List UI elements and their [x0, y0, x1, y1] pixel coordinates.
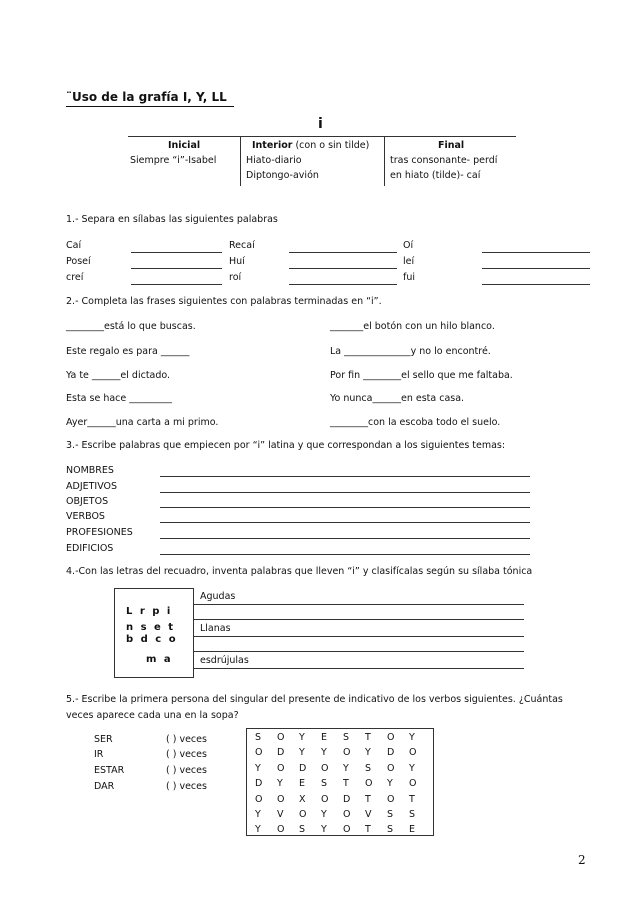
- grid-letter[interactable]: O: [409, 778, 417, 790]
- column-header-interior: [252, 140, 369, 151]
- page-number: 2: [578, 853, 586, 867]
- grid-letter[interactable]: S: [409, 809, 416, 820]
- grid-letter[interactable]: Y: [343, 762, 349, 774]
- answer-line[interactable]: [194, 619, 524, 620]
- grid-letter[interactable]: O: [277, 824, 285, 836]
- grid-letter[interactable]: O: [277, 762, 285, 774]
- exercise-2-title: 2.- Completa las frases siguientes con palabras terminadas en “i”.: [66, 296, 382, 307]
- exercise-4-title: 4.-Con las letras del recuadro, inventa palabras que lleven “i” y clasifícalas según su sílaba tónica: [66, 566, 533, 577]
- interior-label: Interior: [252, 140, 293, 151]
- sentence[interactable]: ________está lo que buscas.: [66, 321, 196, 332]
- table-divider-1: [240, 136, 241, 186]
- grid-letter[interactable]: T: [409, 793, 415, 805]
- verb-label: ESTAR: [94, 765, 125, 776]
- grid-letter[interactable]: E: [299, 778, 306, 790]
- grid-letter[interactable]: O: [387, 762, 395, 774]
- verb-label: IR: [94, 749, 104, 760]
- grid-letter[interactable]: S: [387, 809, 394, 820]
- grid-letter[interactable]: D: [387, 747, 395, 759]
- sentence[interactable]: Esta se hace _________: [66, 393, 173, 404]
- answer-line[interactable]: [194, 668, 524, 669]
- topic-label: VERBOS: [66, 511, 105, 522]
- topic-label: ADJETIVOS: [66, 481, 118, 492]
- answer-line[interactable]: [160, 538, 530, 539]
- grid-letter[interactable]: O: [321, 762, 329, 774]
- grid-letter[interactable]: S: [365, 762, 372, 774]
- answer-line[interactable]: [289, 252, 397, 253]
- grid-letter[interactable]: S: [299, 824, 306, 836]
- grid-letter[interactable]: D: [255, 778, 263, 790]
- column-header-inicial: Inicial: [168, 140, 201, 151]
- table-cell: Hiato-diario: [246, 155, 302, 166]
- grid-letter[interactable]: O: [343, 824, 351, 836]
- veces-field[interactable]: ( ) veces: [166, 781, 207, 792]
- table-top-line: [128, 136, 516, 137]
- grid-letter[interactable]: X: [299, 793, 306, 805]
- grid-letter[interactable]: T: [343, 778, 349, 790]
- grid-letter[interactable]: Y: [387, 778, 393, 790]
- grid-letter[interactable]: Y: [409, 762, 415, 774]
- answer-line[interactable]: [194, 651, 524, 652]
- grid-letter[interactable]: O: [255, 747, 263, 759]
- verb-label: DAR: [94, 781, 115, 792]
- exercise-1-title: 1.- Separa en sílabas las siguientes palabras: [66, 214, 278, 225]
- topic-label: PROFESIONES: [66, 527, 133, 538]
- table-cell: en hiato (tilde)- caí: [390, 170, 481, 181]
- grid-letter[interactable]: D: [343, 793, 351, 805]
- sentence[interactable]: _______el botón con un hilo blanco.: [330, 321, 495, 332]
- grid-letter[interactable]: S: [321, 778, 328, 790]
- grid-letter[interactable]: E: [321, 732, 328, 743]
- answer-line[interactable]: [194, 604, 524, 605]
- grid-letter[interactable]: E: [409, 824, 416, 836]
- word: roí: [229, 272, 242, 283]
- grid-letter[interactable]: Y: [299, 732, 305, 743]
- word: leí: [403, 256, 415, 267]
- grid-letter[interactable]: O: [343, 809, 351, 820]
- page-title: ¨Uso de la grafía I, Y, LL: [66, 90, 227, 104]
- grid-letter[interactable]: S: [387, 824, 394, 836]
- answer-line[interactable]: [482, 284, 590, 285]
- grid-letter[interactable]: S: [343, 732, 350, 743]
- sentence[interactable]: ________con la escoba todo el suelo.: [330, 417, 501, 428]
- veces-field[interactable]: ( ) veces: [166, 765, 207, 776]
- answer-line[interactable]: [160, 492, 530, 493]
- word: Poseí: [66, 256, 91, 267]
- grid-letter[interactable]: D: [299, 762, 307, 774]
- sentence[interactable]: La ______________y no lo encontré.: [330, 346, 491, 357]
- exercise-5-title-line1: 5.- Escribe la primera persona del singular del presente de indicativo de los verbos siguientes. ¿Cuántas: [66, 694, 563, 705]
- grid-letter[interactable]: O: [365, 778, 373, 790]
- grid-letter[interactable]: T: [365, 732, 371, 743]
- word: fui: [403, 272, 416, 283]
- grid-letter[interactable]: D: [277, 747, 285, 759]
- answer-line[interactable]: [160, 554, 530, 555]
- grid-letter[interactable]: O: [321, 793, 329, 805]
- answer-line[interactable]: [131, 252, 222, 253]
- letters-row: b d c o: [126, 634, 178, 645]
- category-label: Agudas: [200, 591, 236, 602]
- veces-field[interactable]: ( ) veces: [166, 734, 207, 745]
- answer-line[interactable]: [194, 636, 524, 637]
- grid-letter[interactable]: O: [277, 793, 285, 805]
- answer-line[interactable]: [289, 268, 397, 269]
- letters-row: L r p i: [126, 606, 173, 617]
- title-underline: [66, 106, 234, 107]
- sentence[interactable]: Por fin ________el sello que me faltaba.: [330, 370, 513, 381]
- answer-line[interactable]: [160, 476, 530, 477]
- word: Huí: [229, 256, 245, 267]
- topic-label: NOMBRES: [66, 465, 114, 476]
- word: Recaí: [229, 240, 255, 251]
- grid-letter[interactable]: Y: [299, 747, 305, 759]
- grid-letter[interactable]: Y: [365, 747, 371, 759]
- table-cell: Diptongo-avión: [246, 170, 319, 181]
- answer-line[interactable]: [131, 284, 222, 285]
- answer-line[interactable]: [482, 268, 590, 269]
- grid-letter[interactable]: V: [365, 809, 372, 820]
- category-label: esdrújulas: [200, 655, 249, 666]
- topic-label: OBJETOS: [66, 496, 109, 507]
- table-cell: Siempre “i”-Isabel: [130, 155, 217, 166]
- exercise-3-title: 3.- Escribe palabras que empiecen por “i” latina y que correspondan a los siguientes temas:: [66, 440, 506, 451]
- grid-letter[interactable]: O: [387, 793, 395, 805]
- grid-letter[interactable]: Y: [409, 732, 415, 743]
- grid-letter[interactable]: O: [277, 732, 285, 743]
- grid-letter[interactable]: Y: [255, 762, 261, 774]
- grid-letter[interactable]: S: [255, 732, 262, 743]
- sentence[interactable]: Ya te ______el dictado.: [66, 370, 171, 381]
- grid-letter[interactable]: O: [343, 747, 351, 759]
- grid-letter[interactable]: Y: [321, 824, 327, 836]
- category-label: Llanas: [200, 623, 231, 634]
- grid-letter[interactable]: Y: [255, 824, 261, 836]
- grid-letter[interactable]: Y: [277, 778, 283, 790]
- letters-row: n s e t: [126, 622, 176, 633]
- grid-letter[interactable]: V: [277, 809, 284, 820]
- word: creí: [66, 272, 84, 283]
- word-search-grid: [246, 728, 434, 836]
- column-header-final: Final: [438, 140, 465, 151]
- verb-label: SER: [94, 734, 113, 745]
- answer-line[interactable]: [160, 522, 530, 523]
- table-divider-2: [384, 136, 385, 186]
- sentence[interactable]: Ayer______una carta a mi primo.: [66, 417, 219, 428]
- sentence[interactable]: Este regalo es para ______: [66, 346, 190, 357]
- grid-letter[interactable]: Y: [321, 809, 327, 820]
- grid-letter[interactable]: Y: [321, 747, 327, 759]
- answer-line[interactable]: [160, 507, 530, 508]
- table-heading: i: [318, 116, 323, 132]
- answer-line[interactable]: [289, 284, 397, 285]
- grid-letter[interactable]: O: [409, 747, 417, 759]
- word: Caí: [66, 240, 82, 251]
- sentence[interactable]: Yo nunca______en esta casa.: [330, 393, 465, 404]
- answer-line[interactable]: [131, 268, 222, 269]
- exercise-5-title-line2: veces aparece cada una en la sopa?: [66, 710, 239, 721]
- word: Oí: [403, 240, 414, 251]
- veces-field[interactable]: ( ) veces: [166, 749, 207, 760]
- grid-letter[interactable]: O: [299, 809, 307, 820]
- table-cell: tras consonante- perdí: [390, 155, 498, 166]
- topic-label: EDIFICIOS: [66, 543, 114, 554]
- interior-note: (con o sin tilde): [295, 140, 370, 151]
- grid-letter[interactable]: T: [365, 793, 371, 805]
- grid-letter[interactable]: O: [255, 793, 263, 805]
- grid-letter[interactable]: T: [365, 824, 371, 836]
- answer-line[interactable]: [482, 252, 590, 253]
- grid-letter[interactable]: O: [387, 732, 395, 743]
- letters-row: m a: [146, 654, 173, 665]
- grid-letter[interactable]: Y: [255, 809, 261, 820]
